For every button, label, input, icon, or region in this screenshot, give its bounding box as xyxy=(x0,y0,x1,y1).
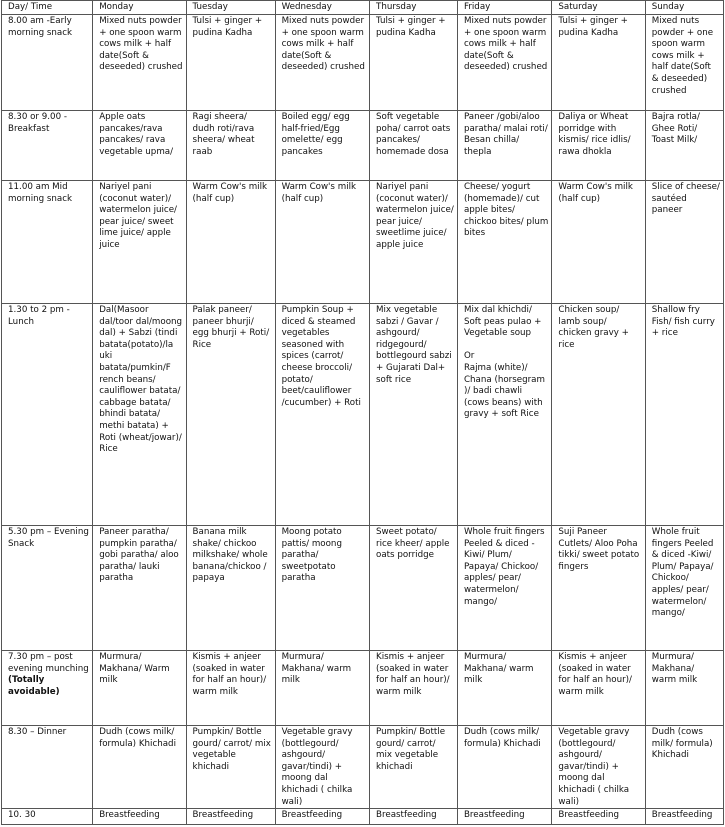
header-saturday: Saturday xyxy=(552,1,645,15)
meal-cell: Whole fruit fingers Peeled & diced -Kiwi/ Plum/ Papaya/ Chickoo/ apples/ pear/ watermelon/ mango/ xyxy=(457,526,551,651)
meal-cell: Daliya or Wheat porridge with kismis/ rice idlis/ rawa dhokla xyxy=(552,111,645,181)
header-tuesday: Tuesday xyxy=(186,1,275,15)
time-cell: 1.30 to 2 pm - Lunch xyxy=(2,304,93,526)
meal-cell: Nariyel pani (coconut water)/ watermelon juice/ pear juice/ sweetlime juice/ apple juice xyxy=(370,181,458,304)
table-row xyxy=(2,111,724,181)
time-cell: 8.00 am -Early morning snack xyxy=(2,15,93,111)
table-row xyxy=(2,526,724,651)
meal-cell: Vegetable gravy (bottlegourd/ ashgourd/ gavar/tindi) + moong dal khichadi ( chilka wali) xyxy=(552,726,645,809)
meal-cell: Tulsi + ginger + pudina Kadha xyxy=(186,15,275,111)
meal-cell: Whole fruit fingers Peeled & diced -Kiwi/ Plum/ Papaya/ Chickoo/ apples/ pear/ watermelon/ mango/ xyxy=(645,526,723,651)
meal-cell: Mixed nuts powder + one spoon warm cows milk + half date(Soft & deseeded) crushed xyxy=(645,15,723,111)
header-day-time: Day/ Time xyxy=(2,1,93,15)
time-cell: 8.30 or 9.00 -Breakfast xyxy=(2,111,93,181)
meal-cell: Moong potato pattis/ moong paratha/ sweetpotato paratha xyxy=(275,526,369,651)
meal-cell: Pumpkin Soup + diced & steamed vegetables seasoned with spices (carrot/ cheese broccoli/ potato/ beet/cauliflower /cucumber) + Roti xyxy=(275,304,369,526)
time-cell: 11.00 am Mid morning snack xyxy=(2,181,93,304)
meal-cell: Apple oats pancakes/rava pancakes/ rava vegetable upma/ xyxy=(93,111,186,181)
meal-cell: Mix dal khichdi/ Soft peas pulao + Vegetable soup Or Rajma (white)/ Chana (horsegram )/ badi chawli (cows beans) with gravy + soft Rice xyxy=(457,304,551,526)
meal-cell: Warm Cow's milk (half cup) xyxy=(186,181,275,304)
table-row xyxy=(2,809,724,825)
meal-cell: Mixed nuts powder + one spoon warm cows milk + half date(Soft & deseeded) crushed xyxy=(93,15,186,111)
meal-cell: Pumpkin/ Bottle gourd/ carrot/ mix vegetable khichadi xyxy=(186,726,275,809)
meal-cell: Breastfeeding xyxy=(370,809,458,825)
meal-cell: Kismis + anjeer (soaked in water for half an hour)/ warm milk xyxy=(370,651,458,726)
time-label: 7.30 pm – post evening munching xyxy=(8,652,89,674)
table-row xyxy=(2,181,724,304)
meal-cell: Breastfeeding xyxy=(645,809,723,825)
meal-cell: Breastfeeding xyxy=(93,809,186,825)
meal-cell: Tulsi + ginger + pudina Kadha xyxy=(552,15,645,111)
meal-cell: Murmura/ Makhana/ warm milk xyxy=(457,651,551,726)
meal-cell: Nariyel pani (coconut water)/ watermelon juice/ pear juice/ sweet lime juice/ apple juice xyxy=(93,181,186,304)
meal-cell: Dudh (cows milk/ formula) Khichadi xyxy=(457,726,551,809)
header-friday: Friday xyxy=(457,1,551,15)
meal-cell: Tulsi + ginger + pudina Kadha xyxy=(370,15,458,111)
meal-cell: Chicken soup/ lamb soup/ chicken gravy + rice xyxy=(552,304,645,526)
meal-cell: Mixed nuts powder + one spoon warm cows milk + half date(Soft & deseeded) crushed xyxy=(457,15,551,111)
meal-cell: Sweet potato/ rice kheer/ apple oats porridge xyxy=(370,526,458,651)
meal-cell: Suji Paneer Cutlets/ Aloo Poha tikki/ sweet potato fingers xyxy=(552,526,645,651)
meal-cell: Paneer /gobi/aloo paratha/ malai roti/ Besan chilla/ thepla xyxy=(457,111,551,181)
meal-cell: Dudh (cows milk/ formula) Khichadi xyxy=(93,726,186,809)
meal-cell: Slice of cheese/ sautéed paneer xyxy=(645,181,723,304)
meal-cell: Soft vegetable poha/ carrot oats pancakes/ homemade dosa xyxy=(370,111,458,181)
header-row xyxy=(2,1,724,15)
meal-plan-table xyxy=(1,0,724,825)
meal-cell: Warm Cow's milk (half cup) xyxy=(552,181,645,304)
meal-cell: Palak paneer/ paneer bhurji/ egg bhurji + Roti/ Rice xyxy=(186,304,275,526)
meal-cell: Vegetable gravy (bottlegourd/ ashgourd/ gavar/tindi) + moong dal khichadi ( chilka wali) xyxy=(275,726,369,809)
meal-cell: Murmura/ Makhana/ warm milk xyxy=(275,651,369,726)
header-wednesday: Wednesday xyxy=(275,1,369,15)
meal-cell: Kismis + anjeer (soaked in water for half an hour)/ warm milk xyxy=(186,651,275,726)
meal-cell: Banana milk shake/ chickoo milkshake/ whole banana/chickoo / papaya xyxy=(186,526,275,651)
meal-cell: Paneer paratha/ pumpkin paratha/ gobi paratha/ aloo paratha/ lauki paratha xyxy=(93,526,186,651)
meal-cell: Breastfeeding xyxy=(275,809,369,825)
table-row xyxy=(2,15,724,111)
meal-cell: Mixed nuts powder + one spoon warm cows milk + half date(Soft & deseeded) crushed xyxy=(275,15,369,111)
time-cell xyxy=(2,651,93,726)
meal-cell: Murmura/ Makhana/ warm milk xyxy=(645,651,723,726)
header-thursday: Thursday xyxy=(370,1,458,15)
meal-cell: Warm Cow's milk (half cup) xyxy=(275,181,369,304)
table-row xyxy=(2,304,724,526)
meal-cell: Cheese/ yogurt (homemade)/ cut apple bites/ chickoo bites/ plum bites xyxy=(457,181,551,304)
header-sunday: Sunday xyxy=(645,1,723,15)
meal-cell: Ragi sheera/ dudh roti/rava sheera/ wheat raab xyxy=(186,111,275,181)
meal-cell: Pumpkin/ Bottle gourd/ carrot/ mix vegetable khichadi xyxy=(370,726,458,809)
meal-cell: Mix vegetable sabzi / Gavar / ashgourd/ ridgegourd/ bottlegourd sabzi + Gujarati Dal+ soft rice xyxy=(370,304,458,526)
meal-cell: Murmura/ Makhana/ Warm milk xyxy=(93,651,186,726)
table-row xyxy=(2,651,724,726)
meal-cell: Breastfeeding xyxy=(552,809,645,825)
time-cell: 5.30 pm – Evening Snack xyxy=(2,526,93,651)
meal-cell: Shallow fry Fish/ fish curry + rice xyxy=(645,304,723,526)
meal-cell: Bajra rotla/ Ghee Roti/ Toast Milk/ xyxy=(645,111,723,181)
header-monday: Monday xyxy=(93,1,186,15)
meal-cell: Dudh (cows milk/ formula) Khichadi xyxy=(645,726,723,809)
meal-cell: Kismis + anjeer (soaked in water for half an hour)/ warm milk xyxy=(552,651,645,726)
meal-cell: Breastfeeding xyxy=(186,809,275,825)
meal-cell: Breastfeeding xyxy=(457,809,551,825)
time-note: (Totally avoidable) xyxy=(8,675,60,697)
meal-cell: Boiled egg/ egg half-fried/Egg omelette/ egg pancakes xyxy=(275,111,369,181)
time-cell: 10. 30 xyxy=(2,809,93,825)
time-cell: 8.30 – Dinner xyxy=(2,726,93,809)
table-row xyxy=(2,726,724,809)
meal-cell: Dal(Masoor dal/toor dal/moong dal) + Sabzi (tindi batata(potato)/la uki batata/pumkin/F rench beans/ cauliflower batata/ cabbage batata/ bhindi batata/ methi batata) + Roti (wheat/jowar)/ Rice xyxy=(93,304,186,526)
